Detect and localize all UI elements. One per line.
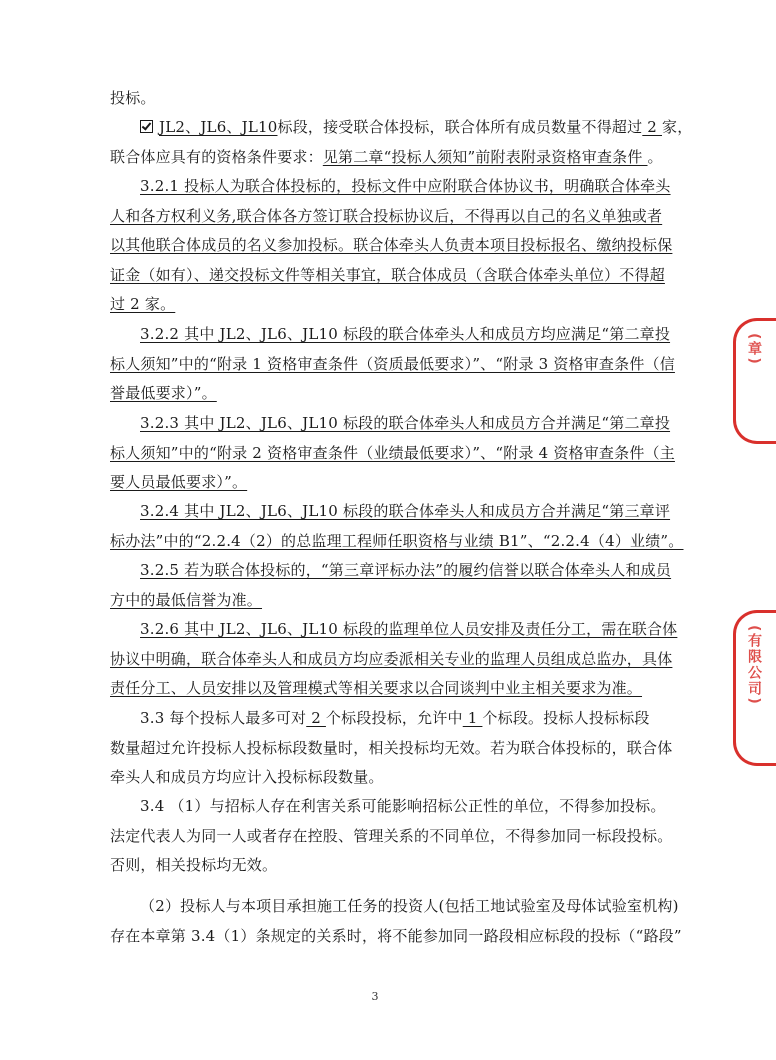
paragraph-3-2-3 <box>110 409 675 498</box>
text-line: 协议中明确，联合体牵头人和成员方均应委派相关专业的监理人员组成总监办，具体 <box>110 649 673 668</box>
page-number: 3 <box>371 990 379 1003</box>
paragraph-3-2-4 <box>110 497 684 556</box>
text-line: 誉最低要求）”。 <box>110 384 217 402</box>
paragraph-3-2-2 <box>110 320 675 409</box>
text-line: 3.3 每个投标人最多可对 2 个标段投标，允许中 1 个标段。投标人投标标段 <box>140 709 650 727</box>
text-line: 人和各方权利义务,联合体各方签订联合投标协议后，不得再以自己的名义单独或者 <box>110 206 663 225</box>
text-line: 数量超过允许投标人投标标段数量时，相关投标均无效。若为联合体投标的，联合体 <box>110 738 673 757</box>
paragraph-3-3 <box>110 704 673 793</box>
text-line: 3.2.4 其中 JL2、JL6、JL10 标段的联合体牵头人和成员方合并满足“第三章评 <box>140 502 671 520</box>
text-line: 3.2.3 其中 JL2、JL6、JL10 标段的联合体牵头人和成员方合并满足“第二章投 <box>140 414 671 432</box>
text-line: 牵头人和成员方均应计入投标标段数量。 <box>110 768 384 786</box>
text-line: （2）投标人与本项目承担施工任务的投资人(包括工地试验室及母体试验室机构) <box>140 897 679 915</box>
paragraph-3-4 <box>110 792 673 881</box>
text-line: 方中的最低信誉为准。 <box>110 590 263 609</box>
text-line: 投标。 <box>110 89 156 107</box>
text-line: 标办法”中的“2.2.4（2）的总监理工程师任职资格与业绩 B1”、“2.2.4（4）业绩”。 <box>110 531 684 550</box>
red-seal-stamp <box>733 610 776 766</box>
text-line: 否则，相关投标均无效。 <box>110 856 278 874</box>
text-line: 法定代表人为同一人或者存在控股、管理关系的不同单位，不得参加同一标段投标。 <box>110 826 673 845</box>
text-line: 3.2.2 其中 JL2、JL6、JL10 标段的联合体牵头人和成员方均应满足“第二章投 <box>140 325 671 343</box>
text-line: 过 2 家。 <box>110 295 176 313</box>
paragraph-3-2-1 <box>110 172 673 320</box>
paragraph-checkbox <box>110 113 693 172</box>
text-line: 要人员最低要求）”。 <box>110 473 248 491</box>
text-line: 标人须知”中的“附录 1 资格审查条件（资质最低要求）”、“附录 3 资格审查条件（信 <box>110 354 675 373</box>
text-line: 责任分工、人员安排以及管理模式等相关要求以合同谈判中业主相关要求为准。 <box>110 679 643 697</box>
text-line: 3.2.5 若为联合体投标的，“第三章评标办法”的履约信誉以联合体牵头人和成员 <box>140 561 672 579</box>
seal-text: (有限公司) <box>746 625 762 706</box>
red-seal-stamp <box>733 318 776 444</box>
checkbox-checked-icon <box>140 120 153 133</box>
text-line: 以其他联合体成员的名义参加投标。联合体牵头人负责本项目投标报名、缴纳投标保 <box>110 236 673 254</box>
text-line: 3.2.1 投标人为联合体投标的，投标文件中应附联合体协议书，明确联合体牵头 <box>140 177 671 195</box>
paragraph-3-2-5 <box>110 556 670 615</box>
text-line: 3.4 （1）与招标人存在利害关系可能影响招标公正性的单位，不得参加投标。 <box>140 797 666 815</box>
text-line: 证金（如有）、递交投标文件等相关事宜，联合体成员（含联合体牵头单位）不得超 <box>110 265 665 284</box>
paragraph-3-2-6 <box>110 615 678 704</box>
text-line: 联合体应具有的资格条件要求：见第二章“投标人须知”前附表附录资格审查条件 。 <box>110 147 663 166</box>
text-line: 标人须知”中的“附录 2 资格审查条件（业绩最低要求）”、“附录 4 资格审查条件（主 <box>110 443 675 462</box>
text-line: JL2、JL6、JL10标段，接受联合体投标，联合体所有成员数量不得超过 2 家， <box>110 113 670 143</box>
seal-text: (章) <box>746 333 762 366</box>
text-line: 存在本章第 3.4（1）条规定的关系时，将不能参加同一路段相应标段的投标（“路段” <box>110 926 682 945</box>
paragraph-top <box>110 84 670 114</box>
text-line: 3.2.6 其中 JL2、JL6、JL10 标段的监理单位人员安排及责任分工，需在联合体 <box>140 620 678 638</box>
paragraph-3-4-2 <box>110 892 682 951</box>
